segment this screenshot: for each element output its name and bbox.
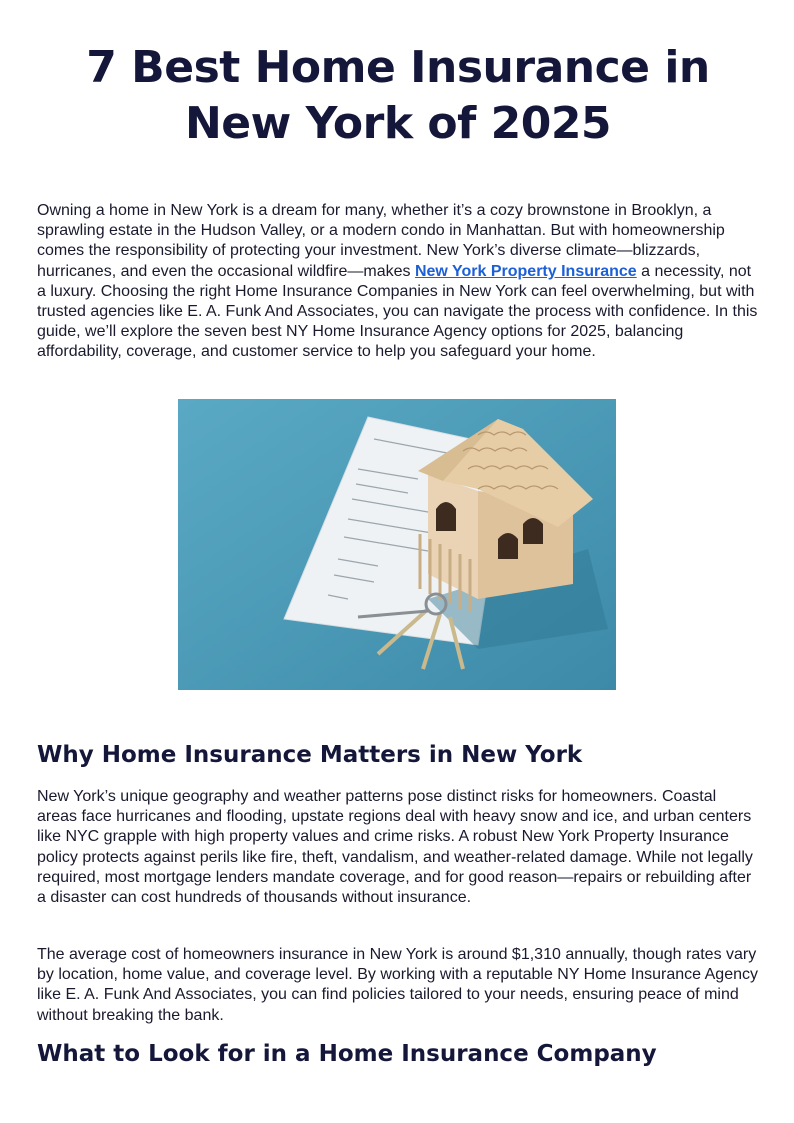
- hero-image: [178, 399, 616, 690]
- intro-text-end: a necessity, not a luxury. Choosing the right Home Insurance Companies in New York can feel overwhelming, but with trusted agencies like E. A. Funk And Associates, you can navigate the process with confidence. In this guide, we’ll explore the seven best NY Home Insurance Agency options for 2025, balancing affordability, coverage, and customer service to help you safeguard your home.: [37, 262, 758, 361]
- intro-text-start: Owning a home in New York is a dream for many, whether it’s a cozy brownstone in Brooklyn, a sprawling estate in the Hudson Valley, or a modern condo in Manhattan. But with homeownership comes the responsibility of protecting your investment. New York’s diverse climate—blizzards, hurricanes, and even the occasional wildfire—makes: [37, 202, 725, 280]
- section1-paragraph-2: The average cost of homeowners insurance in New York is around $1,310 annually, though rates vary by location, home value, and coverage level. By working with a reputable NY Home Insurance Agency like E. A. Funk And Associates, you can find policies tailored to your needs, ensuring peace of mind without breaking the bank.: [37, 946, 758, 1024]
- new-york-property-insurance-link[interactable]: New York Property Insurance: [414, 262, 637, 280]
- house-keys-photo-icon: [178, 399, 616, 690]
- intro-paragraph: [37, 201, 759, 363]
- section-heading-why-matters: Why Home Insurance Matters in New York: [37, 742, 583, 768]
- page-title: 7 Best Home Insurance in New York of 2025: [86, 42, 710, 149]
- section1-paragraph-1: New York’s unique geography and weather patterns pose distinct risks for homeowners. Coastal areas face hurricanes and flooding, upstate regions deal with heavy snow and ice, and urban centers like NYC grapple with high property values and crime risks. A robust New York Property Insurance policy protects against perils like fire, theft, vandalism, and weather-related damage. While not legally required, most mortgage lenders mandate coverage, and for good reason—repairs or rebuilding after a disaster can cost hundreds of thousands without insurance.: [37, 788, 753, 907]
- section-heading-what-to-look-for: What to Look for in a Home Insurance Company: [37, 1041, 657, 1067]
